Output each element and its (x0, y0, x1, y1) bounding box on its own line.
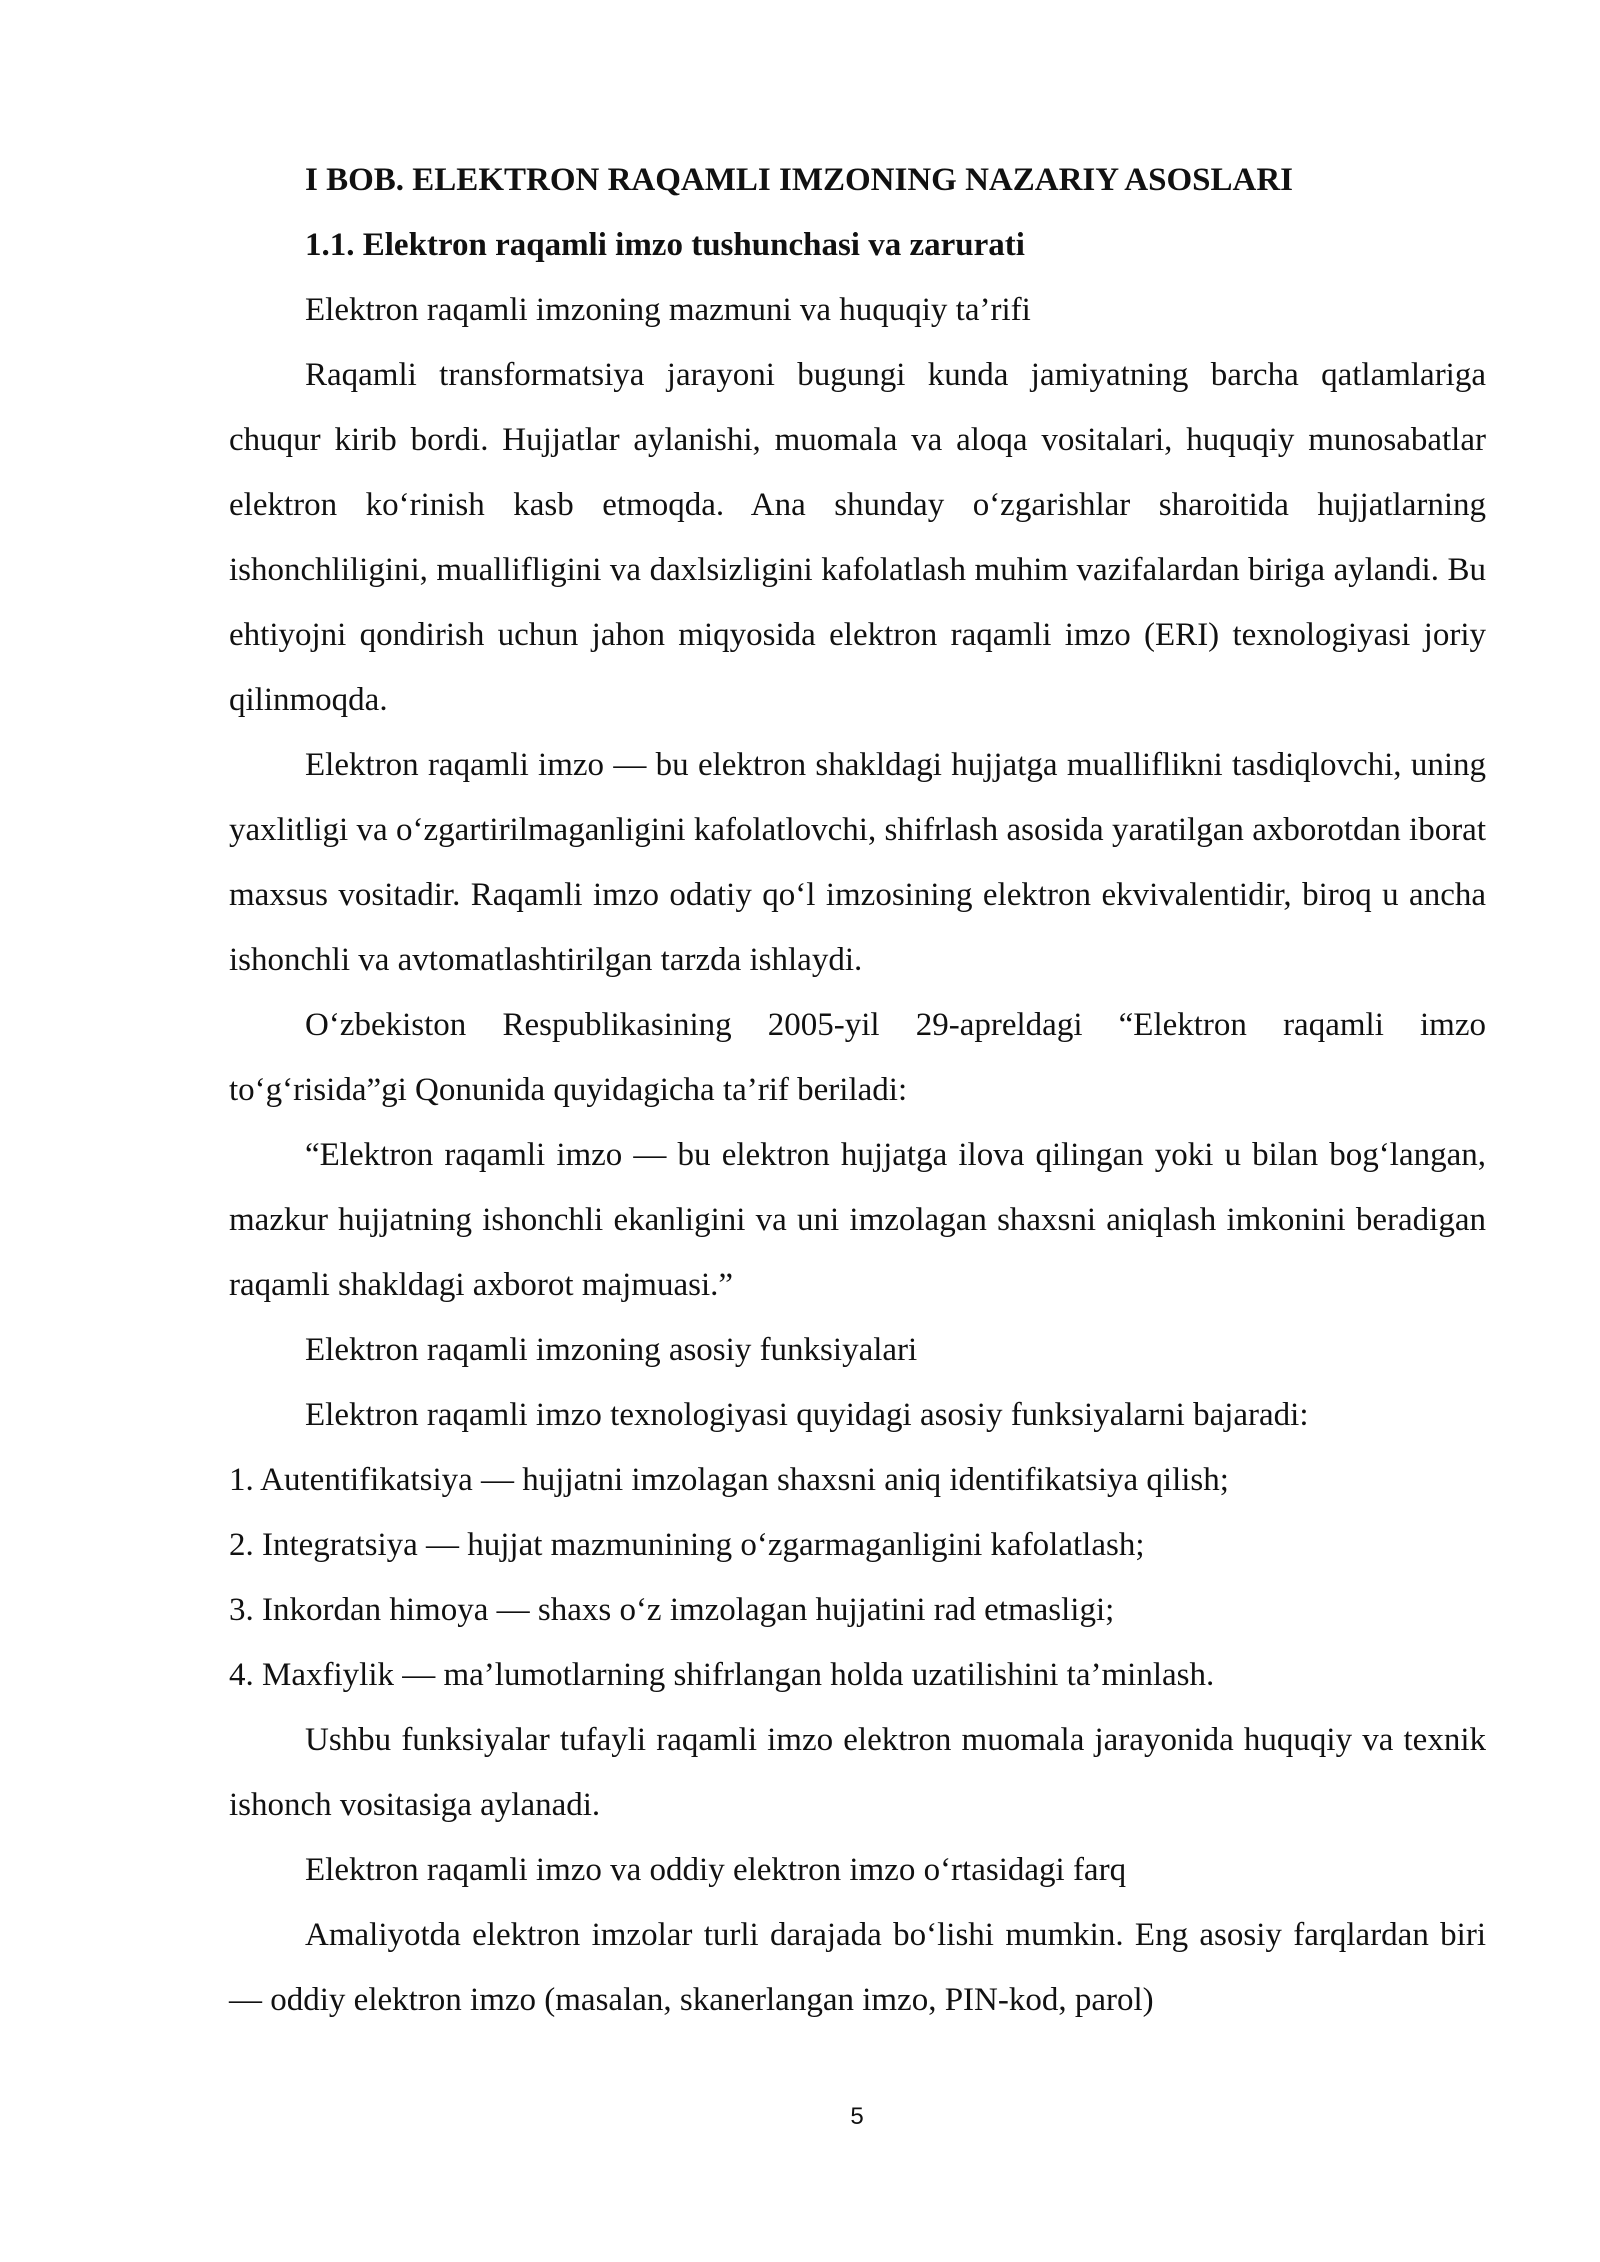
paragraph-functions-intro: Elektron raqamli imzo texnologiyasi quyidagi asosiy funksiyalarni bajaradi: (305, 1397, 1309, 1433)
list-item: 1. Autentifikatsiya — hujjatni imzolagan shaxsni aniq identifikatsiya qilish; (229, 1462, 1229, 1498)
paragraph-functions-summary: Ushbu funksiyalar tufayli raqamli imzo elektron muomala jarayonida huquqiy va texnik ishonch vositasiga aylanadi. (229, 1722, 1486, 1823)
subheading-functions: Elektron raqamli imzoning asosiy funksiyalari (305, 1332, 918, 1368)
list-item: 2. Integratsiya — hujjat mazmunining o‘zgarmaganligini kafolatlash; (229, 1527, 1145, 1563)
list-item: 4. Maxfiylik — ma’lumotlarning shifrlangan holda uzatilishini ta’minlash. (229, 1657, 1215, 1693)
functions-list (229, 1448, 1486, 1708)
paragraph-eri-definition: Elektron raqamli imzo — bu elektron shakldagi hujjatga mualliflikni tasdiqlovchi, uning yaxlitligi va o‘zgartirilmaganligini kafolatlovchi, shifrlash asosida yaratilgan axborotdan iborat maxsus vositadir. Raqamli imzo odatiy qo‘l imzosining elektron ekvivalentidir, biroq u ancha ishonchli va avtomatlashtirilgan tarzda ishlaydi. (229, 747, 1486, 978)
paragraph-practice: Amaliyotda elektron imzolar turli darajada bo‘lishi mumkin. Eng asosiy farqlardan biri — oddiy elektron imzo (masalan, skanerlangan imzo, PIN-kod, parol) (229, 1917, 1486, 2018)
document-page (229, 148, 1486, 2033)
paragraph-law-quote: “Elektron raqamli imzo — bu elektron hujjatga ilova qilingan yoki u bilan bog‘langan, mazkur hujjatning ishonchli ekanligini va uni imzolagan shaxsni aniqlash imkonini beradigan raqamli shakldagi axborot majmuasi.” (229, 1137, 1486, 1303)
paragraph-digital-transformation: Raqamli transformatsiya jarayoni bugungi kunda jamiyatning barcha qatlamlariga chuqur kirib bordi. Hujjatlar aylanishi, muomala va aloqa vositalari, huquqiy munosabatlar elektron ko‘rinish kasb etmoqda. Ana shunday o‘zgarishlar sharoitida hujjatlarning ishonchliligini, muallifligini va daxlsizligini kafolatlash muhim vazifalardan biriga aylandi. Bu ehtiyojni qondirish uchun jahon miqyosida elektron raqamli imzo (ERI) texnologiyasi joriy qilinmoqda. (229, 357, 1486, 718)
paragraph-law-reference: O‘zbekiston Respublikasining 2005-yil 29-apreldagi “Elektron raqamli imzo to‘g‘risida”gi Qonunida quyidagicha ta’rif beriladi: (229, 1007, 1486, 1108)
chapter-title: I BOB. ELEKTRON RAQAMLI IMZONING NAZARIY ASOSLARI (305, 162, 1294, 198)
section-title: 1.1. Elektron raqamli imzo tushunchasi va zarurati (305, 227, 1025, 263)
page-number: 5 (850, 2103, 864, 2130)
subheading-difference: Elektron raqamli imzo va oddiy elektron imzo o‘rtasidagi farq (305, 1852, 1127, 1888)
list-item: 3. Inkordan himoya — shaxs o‘z imzolagan hujjatini rad etmasligi; (229, 1592, 1115, 1628)
subheading-legal-definition: Elektron raqamli imzoning mazmuni va huquqiy ta’rifi (305, 292, 1031, 328)
